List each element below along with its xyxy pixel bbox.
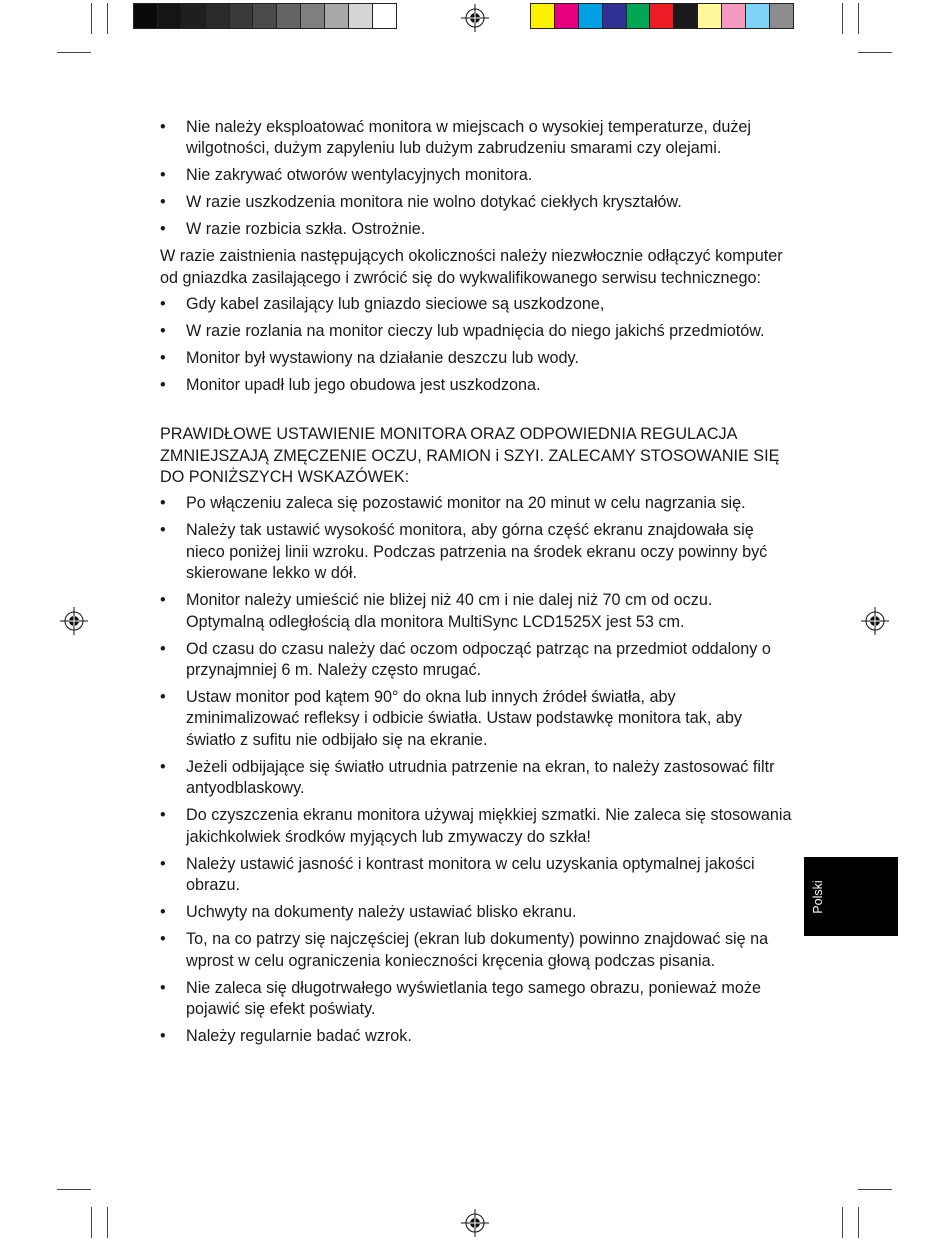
crop-mark [858, 3, 859, 34]
color-swatch [531, 4, 555, 28]
color-swatch [206, 4, 230, 28]
color-swatch [373, 4, 396, 28]
list-item: • Do czyszczenia ekranu monitora używaj miękkiej szmatki. Nie zaleca się stosowania jakichkolwiek środków myjących lub zmywaczy do szkła! [160, 805, 792, 848]
crop-mark [858, 1207, 859, 1238]
color-swatch [698, 4, 722, 28]
color-swatch [770, 4, 793, 28]
list-item: • Od czasu do czasu należy dać oczom odpocząć patrząc na przedmiot oddalony o przynajmniej 6 m. Należy często mrugać. [160, 639, 792, 682]
list-item: • Jeżeli odbijające się światło utrudnia patrzenie na ekran, to należy zastosować filtr antyodblaskowy. [160, 757, 792, 800]
language-tab [804, 857, 898, 936]
crop-mark [107, 3, 108, 34]
section-heading: PRAWIDŁOWE USTAWIENIE MONITORA ORAZ ODPOWIEDNIA REGULACJA ZMNIEJSZAJĄ ZMĘCZENIE OCZU, RAMION i SZYI. ZALECAMY STOSOWANIE SIĘ DO PONIŻSZYCH WSKAZÓWEK: [160, 425, 780, 487]
color-swatch [674, 4, 698, 28]
crop-mark [107, 1207, 108, 1238]
color-swatch [555, 4, 579, 28]
color-swatch [627, 4, 651, 28]
color-swatch [182, 4, 206, 28]
color-swatch [158, 4, 182, 28]
process-color-bar [530, 3, 794, 29]
color-swatch [325, 4, 349, 28]
color-swatch [253, 4, 277, 28]
color-swatch [722, 4, 746, 28]
list-item: • Ustaw monitor pod kątem 90° do okna lub innych źródeł światła, aby zminimalizować refleksy i odbicie światła. Ustaw podstawkę monitora tak, aby światło z sufitu nie odbijało się na ekranie. [160, 687, 792, 751]
color-swatch [230, 4, 254, 28]
page-content [160, 117, 792, 1053]
registration-target-icon [861, 607, 889, 635]
crop-mark [842, 3, 843, 34]
registration-target-icon [461, 1209, 489, 1237]
list-item: • W razie rozbicia szkła. Ostrożnie. [160, 219, 792, 240]
bullet-list-ergonomics [160, 493, 792, 1047]
list-item: • To, na co patrzy się najczęściej (ekran lub dokumenty) powinno znajdować się na wprost w celu ograniczenia konieczności kręcenia głową podczas pisania. [160, 929, 792, 972]
crop-mark [57, 1189, 91, 1190]
list-item: • Należy ustawić jasność i kontrast monitora w celu uzyskania optymalnej jakości obrazu. [160, 854, 792, 897]
color-swatch [650, 4, 674, 28]
color-swatch [349, 4, 373, 28]
crop-mark [57, 52, 91, 53]
list-item: • Gdy kabel zasilający lub gniazdo sieciowe są uszkodzone, [160, 294, 792, 315]
list-item: • Należy tak ustawić wysokość monitora, aby górna część ekranu znajdowała się nieco poniżej linii wzroku. Podczas patrzenia na środek ekranu oczy powinny być skierowane lekko w dół. [160, 520, 792, 584]
crop-mark [842, 1207, 843, 1238]
grayscale-color-bar [133, 3, 397, 29]
registration-target-icon [60, 607, 88, 635]
color-swatch [746, 4, 770, 28]
list-item: • Monitor należy umieścić nie bliżej niż 40 cm i nie dalej niż 70 cm od oczu. Optymalną odległością dla monitora MultiSync LCD1525X jest 53 cm. [160, 590, 792, 633]
bullet-list-unplug [160, 294, 792, 396]
list-item: • Należy regularnie badać wzrok. [160, 1026, 792, 1047]
color-swatch [277, 4, 301, 28]
list-item: • Nie zakrywać otworów wentylacyjnych monitora. [160, 165, 792, 186]
list-item: • Monitor był wystawiony na działanie deszczu lub wody. [160, 348, 792, 369]
list-item: • Uchwyty na dokumenty należy ustawiać blisko ekranu. [160, 902, 792, 923]
list-item: • Nie zaleca się długotrwałego wyświetlania tego samego obrazu, ponieważ może pojawić się efekt poświaty. [160, 978, 792, 1021]
color-swatch [603, 4, 627, 28]
crop-mark [858, 52, 892, 53]
list-item: • Po włączeniu zaleca się pozostawić monitor na 20 minut w celu nagrzania się. [160, 493, 792, 514]
registration-target-icon [461, 4, 489, 32]
bullet-list-cautions [160, 117, 792, 241]
color-swatch [134, 4, 158, 28]
list-item: • W razie uszkodzenia monitora nie wolno dotykać ciekłych kryształów. [160, 192, 792, 213]
language-tab-label: Polski [811, 880, 825, 914]
list-item: • Monitor upadł lub jego obudowa jest uszkodzona. [160, 375, 792, 396]
crop-mark [91, 3, 92, 34]
color-swatch [579, 4, 603, 28]
crop-mark [91, 1207, 92, 1238]
paragraph-unplug-conditions: W razie zaistnienia następujących okoliczności należy niezwłocznie odłączyć komputer od gniazdka zasilającego i zwrócić się do wykwalifikowanego serwisu technicznego: [160, 247, 783, 287]
crop-mark [858, 1189, 892, 1190]
list-item: • Nie należy eksploatować monitora w miejscach o wysokiej temperaturze, dużej wilgotności, dużym zapyleniu lub dużym zabrudzeniu smarami czy olejami. [160, 117, 792, 160]
color-swatch [301, 4, 325, 28]
list-item: • W razie rozlania na monitor cieczy lub wpadnięcia do niego jakichś przedmiotów. [160, 321, 792, 342]
